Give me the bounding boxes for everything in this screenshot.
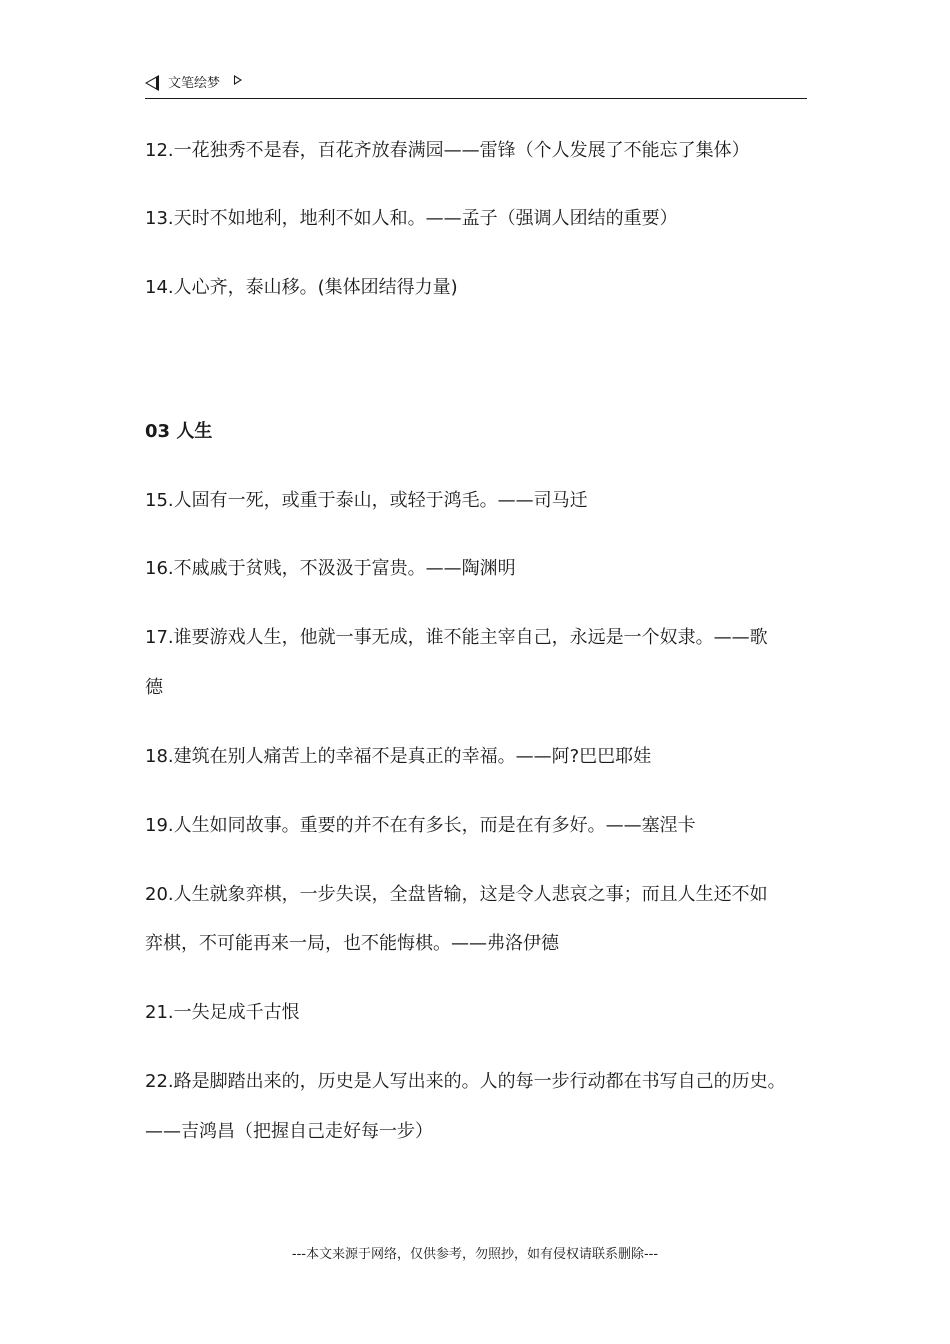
header-title: 文笔绘梦 [168, 76, 221, 91]
quote-22-line-2: ——吉鸿昌（把握自己走好每一步） [145, 1121, 433, 1142]
quote-21: 21.一失足成千古恨 [145, 1002, 300, 1023]
quote-20-line-1: 20.人生就象弈棋，一步失误，全盘皆输，这是令人悲哀之事；而且人生还不如 [145, 884, 768, 905]
section-heading-03: 03 人生 [145, 421, 213, 442]
triangle-right-outline-icon [234, 75, 242, 85]
quote-22-line-1: 22.路是脚踏出来的，历史是人写出来的。人的每一步行动都在书写自己的历史。 [145, 1071, 786, 1092]
quote-15: 15.人固有一死，或重于泰山，或轻于鸿毛。——司马迁 [145, 490, 588, 511]
quote-18: 18.建筑在别人痛苦上的幸福不是真正的幸福。——阿?巴巴耶娃 [145, 746, 652, 767]
quote-17-line-2: 德 [145, 677, 163, 698]
page-header [145, 74, 807, 99]
quote-14: 14.人心齐，泰山移。(集体团结得力量) [145, 277, 458, 298]
quote-12: 12.一花独秀不是春，百花齐放春满园——雷锋（个人发展了不能忘了集体） [145, 140, 750, 161]
quote-20-line-2: 弈棋，不可能再来一局，也不能悔棋。——弗洛伊德 [145, 933, 559, 954]
triangle-left-outline-icon [145, 75, 159, 91]
quote-17-line-1: 17.谁要游戏人生，他就一事无成，谁不能主宰自己，永远是一个奴隶。——歌 [145, 627, 768, 648]
page-footer: ---本文来源于网络，仅供参考，勿照抄，如有侵权请联系删除--- [291, 1247, 659, 1262]
quote-13: 13.天时不如地利，地利不如人和。——孟子（强调人团结的重要） [145, 208, 678, 229]
quote-16: 16.不戚戚于贫贱，不汲汲于富贵。——陶渊明 [145, 558, 516, 579]
quote-19: 19.人生如同故事。重要的并不在有多长，而是在有多好。——塞涅卡 [145, 815, 696, 836]
